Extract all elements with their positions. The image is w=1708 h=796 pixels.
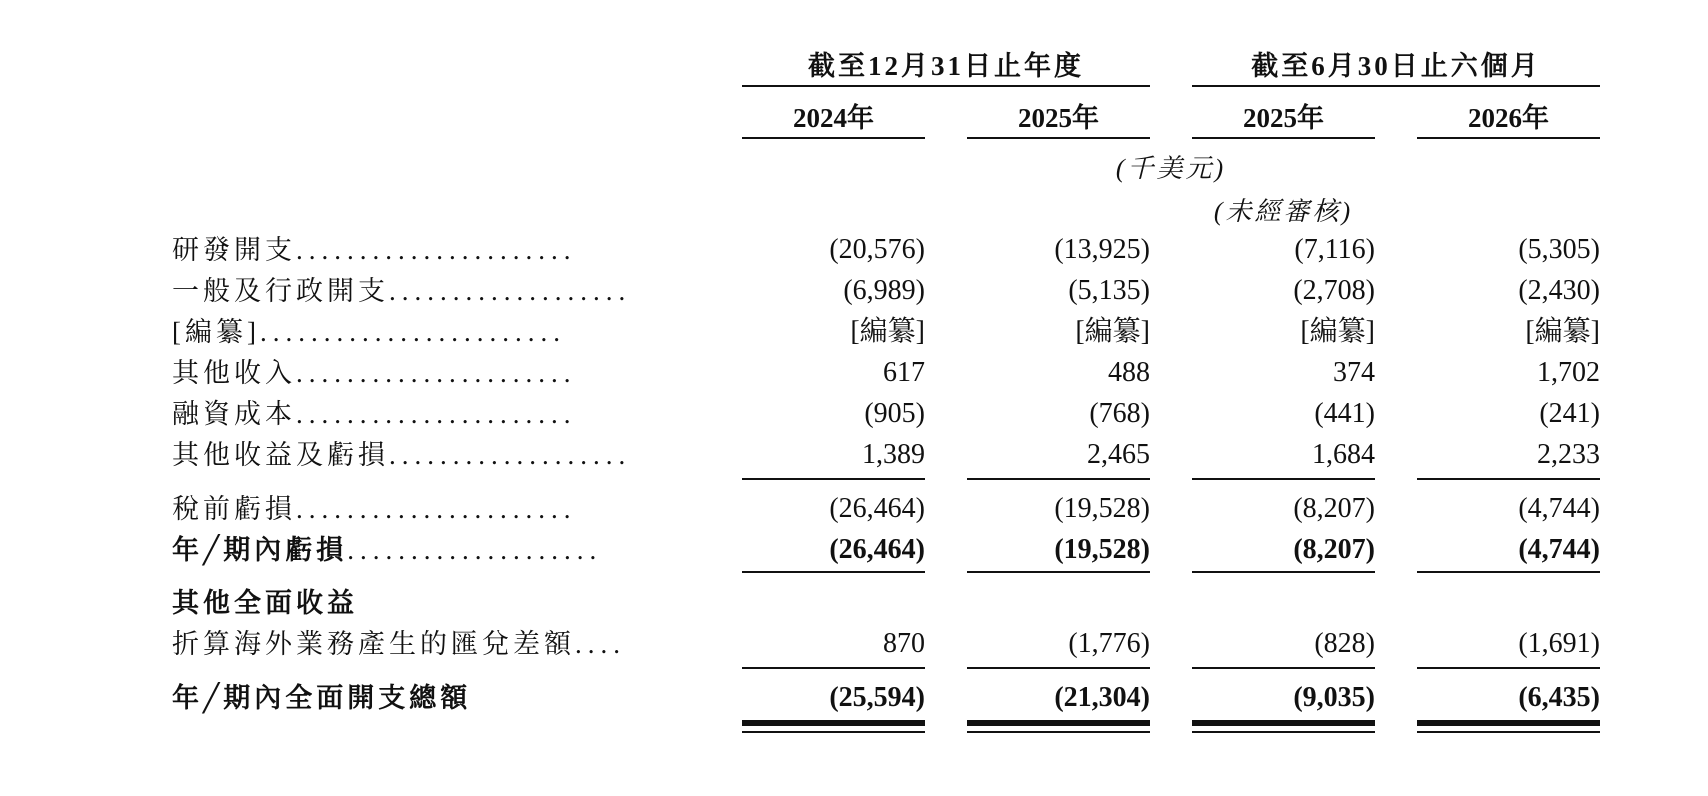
row-value: (1,776) <box>1068 628 1150 659</box>
row-value: (19,528) <box>1054 534 1150 565</box>
row-value: (6,435) <box>1518 682 1600 713</box>
row-value: 1,389 <box>862 439 925 470</box>
row-value: (828) <box>1314 628 1375 659</box>
row-value: (9,035) <box>1293 682 1375 713</box>
section-heading: 其他全面收益 <box>172 588 358 618</box>
table-row <box>0 490 1708 528</box>
table-row <box>0 625 1708 663</box>
header-year-3: 2025年 <box>1243 103 1324 133</box>
row-label: 一般及行政開支................... <box>172 276 632 306</box>
row-label: [編纂]........................ <box>172 317 566 347</box>
row-value: 2,233 <box>1537 439 1600 470</box>
subtotal-rule <box>742 478 925 480</box>
double-underline <box>1417 720 1600 726</box>
table-row <box>0 354 1708 392</box>
row-label: 稅前虧損...................... <box>172 494 577 524</box>
header-group-six-months: 截至6月30日止六個月 <box>1251 51 1541 81</box>
row-value: (241) <box>1539 398 1600 429</box>
header-year-rule <box>967 137 1150 139</box>
row-label: 年╱期內虧損.................... <box>172 535 603 565</box>
total-row <box>0 679 1708 717</box>
row-label: 其他收入...................... <box>172 358 577 388</box>
row-value: (2,430) <box>1518 275 1600 306</box>
row-value: [編纂] <box>1300 316 1375 347</box>
row-value: (768) <box>1089 398 1150 429</box>
header-year-rule <box>742 137 925 139</box>
total-rule <box>1417 667 1600 669</box>
row-value: (8,207) <box>1293 534 1375 565</box>
total-rule <box>967 667 1150 669</box>
row-label: 年╱期內全面開支總額 <box>172 683 472 713</box>
row-value: (1,691) <box>1518 628 1600 659</box>
double-underline <box>742 731 925 733</box>
subtotal-rule <box>1192 571 1375 573</box>
header-group-annual: 截至12月31日止年度 <box>808 51 1084 81</box>
total-rule <box>1192 667 1375 669</box>
row-label: 研發開支...................... <box>172 235 577 265</box>
row-value: 488 <box>1108 357 1150 388</box>
table-row <box>0 531 1708 569</box>
header-year-rule <box>1192 137 1375 139</box>
unit-note: (千美元) <box>1115 154 1227 183</box>
subtotal-rule <box>967 478 1150 480</box>
double-underline <box>967 731 1150 733</box>
row-value: (7,116) <box>1294 234 1375 265</box>
table-row <box>0 272 1708 310</box>
row-value: (26,464) <box>829 534 925 565</box>
total-rule <box>742 667 925 669</box>
row-value: 1,702 <box>1537 357 1600 388</box>
subtotal-rule <box>1417 478 1600 480</box>
row-value: 870 <box>883 628 925 659</box>
section-heading-row <box>0 584 1708 622</box>
table-row <box>0 231 1708 269</box>
row-value: 1,684 <box>1312 439 1375 470</box>
row-value: (25,594) <box>829 682 925 713</box>
row-value: (19,528) <box>1054 493 1150 524</box>
row-value: (5,135) <box>1068 275 1150 306</box>
row-value: (21,304) <box>1054 682 1150 713</box>
row-value: (4,744) <box>1518 493 1600 524</box>
row-value: 2,465 <box>1087 439 1150 470</box>
double-underline <box>1192 720 1375 726</box>
header-group-annual-rule <box>742 85 1150 87</box>
row-value: 617 <box>883 357 925 388</box>
row-label: 融資成本...................... <box>172 399 577 429</box>
row-value: (4,744) <box>1518 534 1600 565</box>
row-label: 折算海外業務產生的匯兌差額.... <box>172 629 626 659</box>
double-underline <box>967 720 1150 726</box>
row-value: [編纂] <box>1075 316 1150 347</box>
row-value: (5,305) <box>1518 234 1600 265</box>
header-year-rule <box>1417 137 1600 139</box>
header-group-six-months-rule <box>1192 85 1600 87</box>
header-year-1: 2024年 <box>793 103 874 133</box>
table-row <box>0 395 1708 433</box>
table-row <box>0 436 1708 474</box>
row-value: [編纂] <box>1525 316 1600 347</box>
header-year-2: 2025年 <box>1018 103 1099 133</box>
double-underline <box>1417 731 1600 733</box>
unaudited-note: (未經審核) <box>1213 197 1354 226</box>
double-underline <box>742 720 925 726</box>
row-value: (13,925) <box>1054 234 1150 265</box>
row-value: (2,708) <box>1293 275 1375 306</box>
row-value: 374 <box>1333 357 1375 388</box>
subtotal-rule <box>967 571 1150 573</box>
row-value: (441) <box>1314 398 1375 429</box>
double-underline <box>1192 731 1375 733</box>
subtotal-rule <box>742 571 925 573</box>
row-value: (26,464) <box>829 493 925 524</box>
row-value: (20,576) <box>829 234 925 265</box>
row-value: [編纂] <box>850 316 925 347</box>
subtotal-rule <box>1192 478 1375 480</box>
row-value: (905) <box>864 398 925 429</box>
subtotal-rule <box>1417 571 1600 573</box>
row-label: 其他收益及虧損................... <box>172 440 632 470</box>
table-row <box>0 313 1708 351</box>
header-year-4: 2026年 <box>1468 103 1549 133</box>
row-value: (6,989) <box>843 275 925 306</box>
row-value: (8,207) <box>1293 493 1375 524</box>
